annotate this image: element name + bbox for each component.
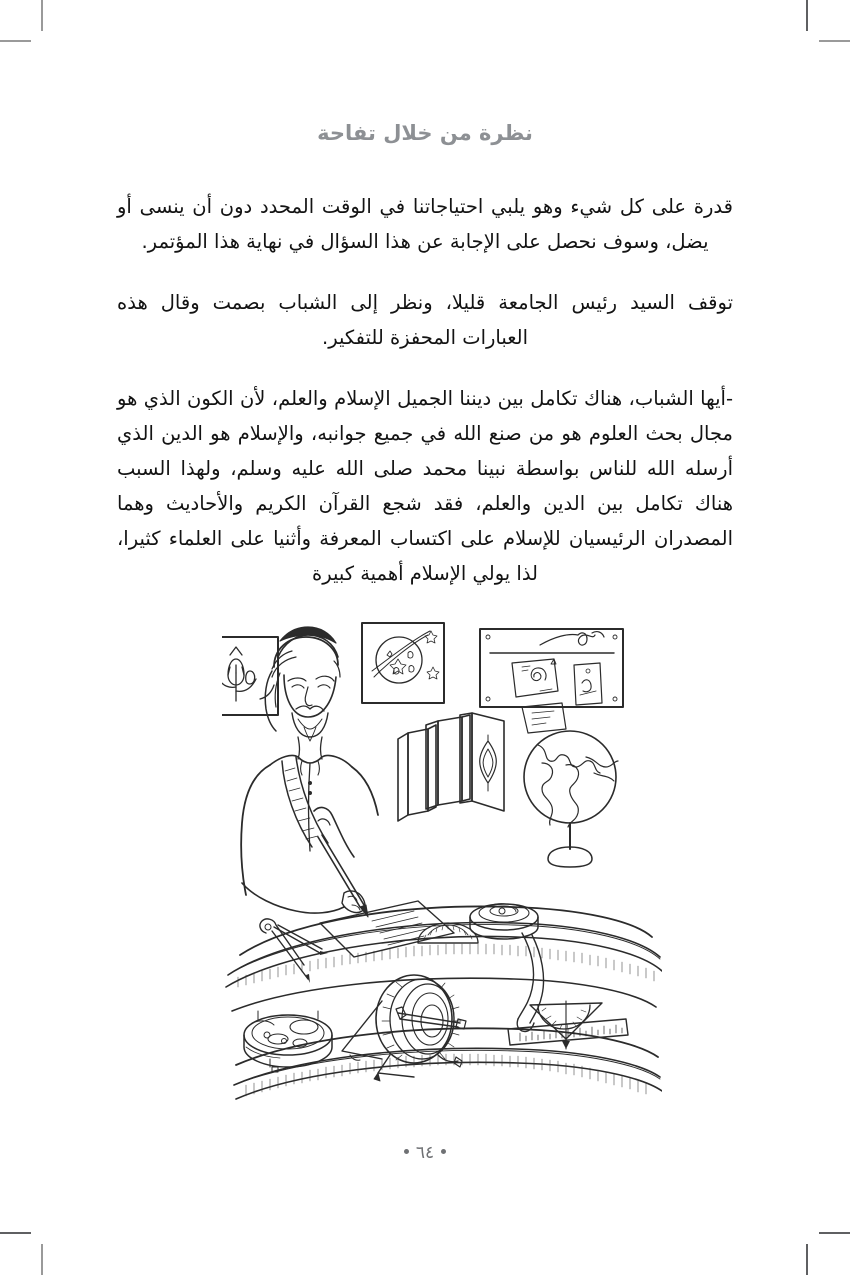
crop-mark-top-right-horizontal bbox=[819, 40, 850, 42]
bulletin-board-icon bbox=[480, 629, 623, 733]
astrolabe-disc-icon bbox=[470, 904, 538, 939]
text-column bbox=[117, 0, 733, 591]
framed-planet-picture-icon bbox=[362, 623, 444, 703]
body-paragraph-1: قدرة على كل شيء وهو يلبي احتياجاتنا في الوقت المحدد دون أن ينسى أو يضل، وسوف نحصل على الإجابة عن هذا السؤال في نهاية هذا المؤتمر. bbox=[117, 195, 733, 254]
page-number: ٦٤ bbox=[415, 1143, 435, 1163]
crop-mark-bottom-left-horizontal bbox=[0, 1232, 31, 1234]
folio-dot-left bbox=[404, 1149, 409, 1154]
page-folio bbox=[0, 1143, 850, 1163]
crop-mark-bottom-right-horizontal bbox=[819, 1232, 850, 1234]
folio-dot-right bbox=[441, 1149, 446, 1154]
body-paragraph-3: -أيها الشباب، هناك تكامل بين ديننا الجميل الإسلام والعلم، لأن الكون الذي هو مجال بحث العلوم هو من صنع الله في جميع جوانبه، والإسلام هو الدين الذي أرسله الله للناس بواسطة نبينا محمد صلى الله عليه وسلم، ولهذا السبب هناك تكامل بين الدين والعلم، فقد شجع القرآن الكريم والأحاديث وهما المصدران الرئيسيان للإسلام على اكتساب المعرفة وأثنيا على العلماء كثيرا، لذا يولي الإسلام أهمية كبيرة bbox=[117, 387, 733, 586]
body-paragraph-2: توقف السيد رئيس الجامعة قليلا، ونظر إلى الشباب بصمت وقال هذه العبارات المحفزة للتفكير. bbox=[117, 291, 733, 350]
crop-mark-top-left-vertical bbox=[41, 0, 43, 31]
globe-icon bbox=[524, 731, 618, 867]
chapter-illustration bbox=[222, 615, 662, 1115]
protractor-ruler-icon bbox=[508, 1001, 628, 1049]
crop-mark-bottom-left-vertical bbox=[41, 1244, 43, 1275]
scholar-figure-icon bbox=[241, 627, 378, 917]
crop-mark-bottom-right-vertical bbox=[806, 1244, 808, 1275]
crop-mark-top-left-horizontal bbox=[0, 40, 31, 42]
books-stack-icon bbox=[398, 713, 504, 821]
hanging-cord-icon bbox=[517, 933, 543, 1032]
crop-mark-top-right-vertical bbox=[806, 0, 808, 31]
chapter-title: نظرة من خلال تفاحة bbox=[317, 121, 533, 145]
